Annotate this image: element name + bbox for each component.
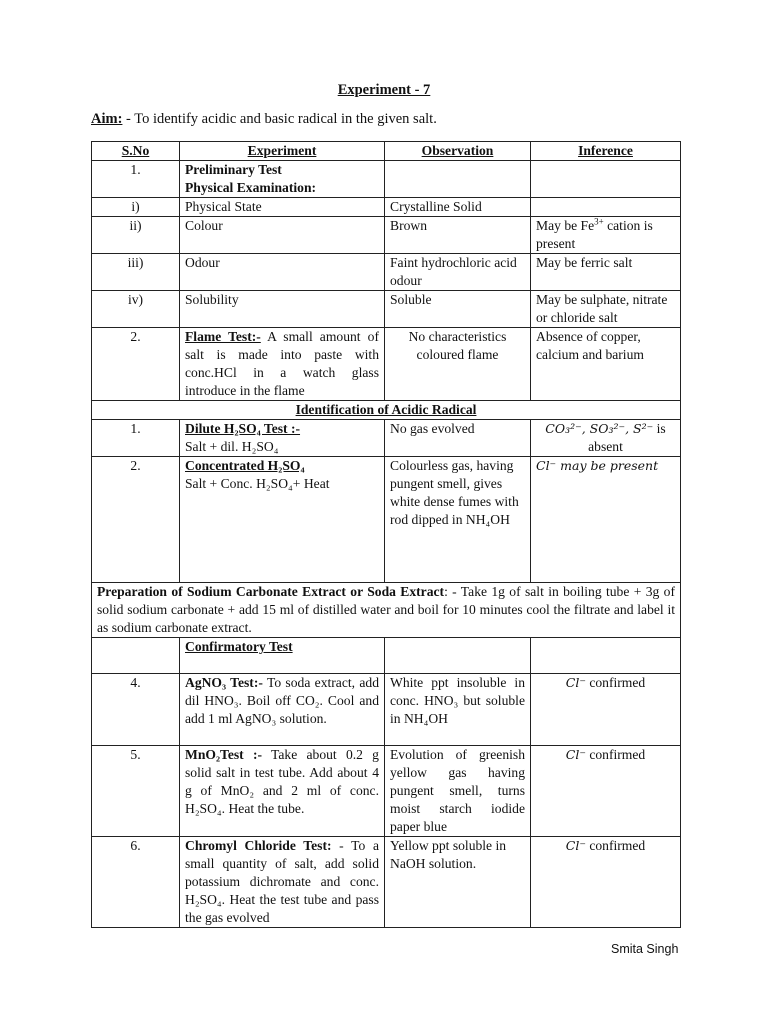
inference-text: confirmed (585, 747, 646, 762)
page-title: Experiment - 7 (337, 82, 431, 98)
inference-text: is absent (588, 421, 666, 454)
row-experiment: Solubility (180, 291, 385, 328)
row-inference (531, 674, 681, 746)
inference-text: confirmed (585, 838, 646, 853)
row-observation: No characteristics coloured flame (385, 328, 531, 401)
inference-formula: Cl⁻ (565, 675, 586, 690)
row-experiment: Colour (180, 217, 385, 254)
row-inference (531, 746, 681, 837)
chromyl-test-title: Chromyl Chloride Test: (185, 838, 332, 853)
row-inference: May be sulphate, nitrate or chloride salt (531, 291, 681, 328)
aim-text: - To identify acidic and basic radical in the given salt. (122, 111, 437, 127)
table-row (92, 217, 681, 254)
header-row (92, 142, 681, 161)
mno2-test-text: Take about 0.2 g solid salt in test tube. Add about 4 g of MnO₂ and 2 ml of conc. H₂SO₄. Heat the tube. (185, 747, 379, 816)
row-inference: Absence of copper, calcium and barium (531, 328, 681, 401)
inference-formula: Cl⁻ (565, 838, 586, 853)
row-experiment (180, 837, 385, 928)
acidic-radical-heading: Identification of Acidic Radical (92, 401, 681, 420)
row-experiment (180, 161, 385, 198)
row-sno (92, 638, 180, 674)
concentrated-test-text: Salt + Conc. H₂SO₄+ Heat (185, 476, 330, 491)
section-row (92, 401, 681, 420)
table-row (92, 457, 681, 583)
experiment-table (91, 141, 681, 928)
row-experiment (180, 746, 385, 837)
row-sno: 4. (92, 674, 180, 746)
row-inference (531, 638, 681, 674)
inference-text: May be Fe (536, 218, 595, 233)
table-row (92, 746, 681, 837)
preliminary-test-label: Preliminary Test (185, 162, 282, 177)
aim-label: Aim: (91, 111, 123, 127)
table-row (92, 291, 681, 328)
row-inference (531, 457, 681, 583)
table-row (92, 254, 681, 291)
row-observation: Yellow ppt soluble in NaOH solution. (385, 837, 531, 928)
row-observation: Brown (385, 217, 531, 254)
table-row (92, 674, 681, 746)
inference-formula: Cl⁻ may be present (536, 458, 659, 473)
row-experiment (180, 328, 385, 401)
row-sno: 1. (92, 420, 180, 457)
dilute-test-text: Salt + dil. H₂SO₄ (185, 439, 279, 454)
row-experiment: Odour (180, 254, 385, 291)
agno3-test-text: To soda extract, add dil HNO₃. Boil off CO₂. Cool and add 1 ml AgNO₃ solution. (185, 675, 379, 726)
table-row (92, 328, 681, 401)
inference-text: confirmed (585, 675, 646, 690)
soda-extract-text: : - Take 1g of salt in boiling tube + 3g of solid sodium carbonate + add 15 ml of distilled water and boil for 10 minutes cool the filtrate and label it as sodium carbonate extract. (97, 584, 675, 635)
row-observation: Soluble (385, 291, 531, 328)
row-sno: iv) (92, 291, 180, 328)
row-sno: 2. (92, 457, 180, 583)
row-inference: May be ferric salt (531, 254, 681, 291)
author-name: Smita Singh (611, 942, 679, 956)
row-sno: 6. (92, 837, 180, 928)
dilute-test-title: Dilute H₂SO₄ Test :- (185, 421, 301, 436)
row-experiment (180, 420, 385, 457)
section-row (92, 583, 681, 638)
header-sno: S.No (92, 142, 180, 161)
concentrated-test-title: Concentrated H₂SO₄ (185, 458, 305, 473)
table-row (92, 161, 681, 198)
physical-examination-label: Physical Examination: (185, 180, 317, 195)
soda-extract-paragraph (92, 583, 681, 638)
table-row (92, 837, 681, 928)
header-experiment: Experiment (180, 142, 385, 161)
row-experiment (180, 674, 385, 746)
agno3-test-title: AgNO₃ Test:- (185, 675, 263, 690)
row-inference (531, 837, 681, 928)
row-observation (385, 638, 531, 674)
row-inference (531, 217, 681, 254)
row-experiment (180, 457, 385, 583)
row-observation: Faint hydrochloric acid odour (385, 254, 531, 291)
inference-superscript: 3+ (594, 216, 604, 227)
row-observation: No gas evolved (385, 420, 531, 457)
mno2-test-title: MnO₂Test :- (185, 747, 263, 762)
flame-test-text: A small amount of salt is made into paste with conc.HCl in a watch glass introduce in the flame (185, 329, 379, 398)
row-observation: White ppt insoluble in conc. HNO₃ but soluble in NH₄OH (385, 674, 531, 746)
table-row (92, 198, 681, 217)
row-sno: 5. (92, 746, 180, 837)
header-inference: Inference (531, 142, 681, 161)
row-sno: 2. (92, 328, 180, 401)
inference-formula: Cl⁻ (565, 747, 586, 762)
header-observation: Observation (385, 142, 531, 161)
row-observation: Evolution of greenish yellow gas having pungent smell, turns moist starch iodide paper blue (385, 746, 531, 837)
aim-line (91, 111, 437, 128)
table-row (92, 420, 681, 457)
row-observation: Crystalline Solid (385, 198, 531, 217)
flame-test-title: Flame Test:- (185, 329, 261, 344)
row-sno: ii) (92, 217, 180, 254)
row-observation (385, 161, 531, 198)
table-row (92, 638, 681, 674)
row-inference (531, 161, 681, 198)
row-sno: i) (92, 198, 180, 217)
inference-text: cation is present (536, 218, 653, 251)
row-observation: Colourless gas, having pungent smell, gives white dense fumes with rod dipped in NH₄OH (385, 457, 531, 583)
row-experiment: Physical State (180, 198, 385, 217)
row-sno: iii) (92, 254, 180, 291)
row-inference (531, 198, 681, 217)
inference-formula: CO₃²⁻, SO₃²⁻, S²⁻ (545, 421, 654, 436)
soda-extract-title: Preparation of Sodium Carbonate Extract or Soda Extract (97, 584, 445, 599)
chromyl-test-text: - To a small quantity of salt, add solid potassium dichromate and conc. H₂SO₄. Heat the test tube and pass the gas evolved (185, 838, 379, 925)
row-sno: 1. (92, 161, 180, 198)
row-inference (531, 420, 681, 457)
confirmatory-test-label: Confirmatory Test (180, 638, 385, 674)
